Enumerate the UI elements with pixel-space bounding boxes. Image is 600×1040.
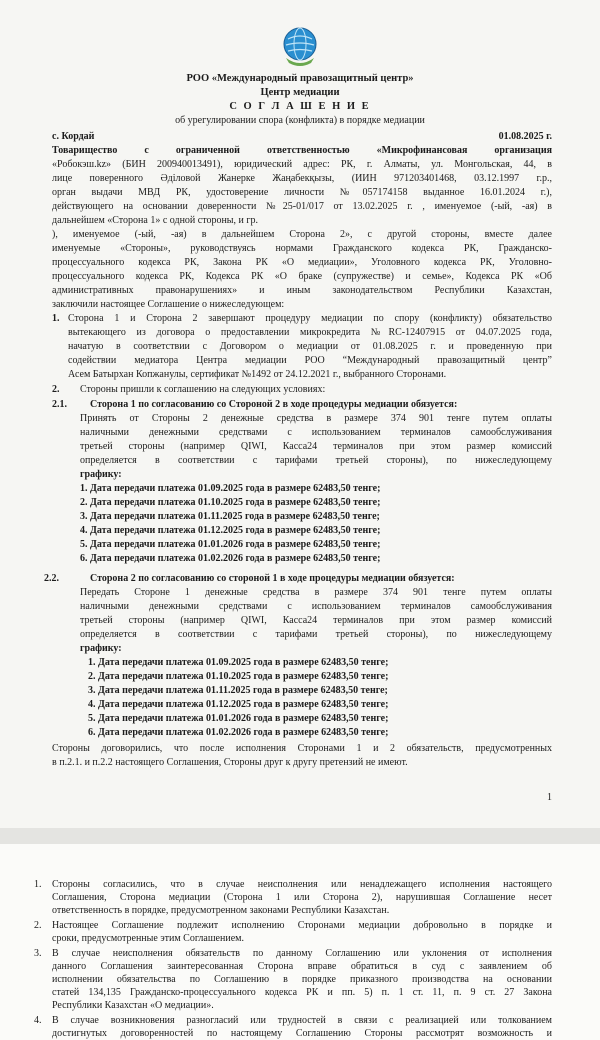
page2-line: данного Соглашения заинтересованная Сторона вправе обратиться в суд с заявлением об (52, 961, 552, 972)
intro-line: лице поверенного Әділовой Жанерке Жаңабекқызы, (ИИН 971203401468, 03.12.1997 г.р., (52, 173, 552, 184)
page2-line: Настоящее Соглашение подлежит исполнению Сторонами медиации добровольно в порядке и (52, 920, 552, 931)
payment-row: 4. Дата передачи платежа 01.12.2025 года в размере 62483,50 тенге; (88, 699, 389, 710)
payment-row: 6. Дата передачи платежа 01.02.2026 года в размере 62483,50 тенге; (88, 727, 389, 738)
intro-line: дальнейшем «Сторона 1» с одной стороны, и гр. (52, 215, 258, 226)
clause-number: 2. (52, 384, 60, 395)
page2-line: достигнутых договоренностей по настоящему Соглашению Стороны рассмотрят возможность и (52, 1028, 552, 1039)
page2-line: ответственность в порядке, предусмотренном законами Республики Казахстан. (52, 905, 390, 916)
document-page-2 (0, 844, 600, 1040)
clause22-line: наличными денежными средствами с использованием терминалов самообслуживания (80, 601, 552, 612)
clause-number: 2. (34, 920, 42, 931)
clause-number: 3. (34, 948, 42, 959)
clause21-line: третьей стороны (например QIWI, Касса24 терминалов при этом размер комиссий (80, 441, 552, 452)
clause22-line: Передать Стороне 1 денежные средства в размере 374 901 тенге путем оплаты (80, 587, 552, 598)
intro-line: административных правонарушениях» и иным законодательством Республики Казахстан, (52, 285, 552, 296)
intro-line: действующего на основании доверенности №25-01/017 от 13.02.2025 г. , именуемое (-ый, -ая) в (52, 201, 552, 212)
intro-line: орган выдачи МВД РК, удостоверение личности №057174158 выданное 16.01.2024 г.), (52, 187, 552, 198)
page2-line: Соглашения, Сторона медиации (Сторона 1 или Сторона 2), нарушившая Соглашение несет (52, 892, 552, 903)
date: 01.08.2025 г. (498, 131, 552, 142)
clause21-line: определяется в соответствии с тарифами третьей стороны), по нижеследующему (80, 455, 552, 466)
document-title: С О Г Л А Ш Е Н И Е (229, 101, 371, 112)
page2-line: В случае неисполнения обязательств по данному Соглашению или уклонения от исполнения (52, 948, 552, 959)
page2-line: статей 134,135 Гражданско-процессуального кодекса РК и пп. 5) п. 1 ст. 11, п. 9 ст. 27 Закона (52, 987, 552, 998)
clause-number: 1. (34, 879, 42, 890)
payment-row: 3. Дата передачи платежа 01.11.2025 года в размере 62483,50 тенге; (80, 511, 380, 522)
payment-row: 4. Дата передачи платежа 01.12.2025 года в размере 62483,50 тенге; (80, 525, 381, 536)
intro-line: процессуального кодекса РК, Кодекса РК «О браке (супружестве) и семье», Кодекса РК «Об (52, 271, 552, 282)
intro-line: именуемые «Стороны», руководствуясь нормами Гражданского кодекса РК, Гражданско- (52, 243, 552, 254)
clause21-line: наличными денежными средствами с использованием терминалов самообслуживания (80, 427, 552, 438)
center-name: Центр медиации (260, 87, 340, 98)
place: с. Кордай (52, 131, 95, 142)
document-subtitle: об урегулировании спора (конфликта) в порядке медиации (175, 115, 425, 126)
globe-logo-icon (278, 24, 322, 68)
intro-line: Товарищество с ограниченной ответственностью «Микрофинансовая организация (52, 145, 552, 156)
clause1-line: начатую в соответствии с Договором о медиации от 01.08.2025 г. и проведенную при (68, 341, 552, 352)
payment-row: 3. Дата передачи платежа 01.11.2025 года в размере 62483,50 тенге; (88, 685, 388, 696)
payment-row: 2. Дата передачи платежа 01.10.2025 года в размере 62483,50 тенге; (80, 497, 381, 508)
intro-line: заключили настоящее Соглашение о нижеследующем: (52, 299, 285, 310)
intro-line: «Робокэш.kz» (БИН 200940013491), юридический адрес: РК, г. Алматы, ул. Монгольская, 44, в (52, 159, 552, 170)
clause1-line: вытекающего из договора о предоставлении микрокредита №RC-12407915 от 04.07.2025 года, (68, 327, 552, 338)
clause21-line: Принять от Стороны 2 денежные средства в размере 374 901 тенге путем оплаты (80, 413, 552, 424)
clause21-heading: Сторона 1 по согласованию со Стороной 2 в ходе процедуры медиации обязуется: (90, 399, 458, 410)
page-gap (0, 828, 600, 844)
page2-line: В случае возникновения разногласий или трудностей в связи с реализацией или толкованием (52, 1015, 552, 1026)
page2-line: Стороны согласились, что в случае неисполнения или ненадлежащего исполнения настоящего (52, 879, 552, 890)
page-number: 1 (547, 792, 552, 803)
intro-line: процессуального кодекса РК, Закона РК «О медиации», Уголовного кодекса РК, Уголовно- (52, 257, 552, 268)
page2-line: сроки, предусмотренные этим Соглашением. (52, 933, 244, 944)
payment-row: 5. Дата передачи платежа 01.01.2026 года в размере 62483,50 тенге; (80, 539, 381, 550)
org-name: РОО «Международный правозащитный центр» (186, 73, 414, 84)
page2-line: исполнении обязательства по Соглашению в порядке приказного производства на основании (52, 974, 552, 985)
closing-line: в п.2.1. и п.2.2 настоящего Соглашения, Стороны друг к другу претензий не имеют. (52, 757, 408, 768)
clause-number: 2.1. (52, 399, 67, 410)
payment-row: 1. Дата передачи платежа 01.09.2025 года в размере 62483,50 тенге; (88, 657, 389, 668)
clause21-line: графику: (80, 469, 122, 480)
payment-row: 1. Дата передачи платежа 01.09.2025 года в размере 62483,50 тенге; (80, 483, 381, 494)
clause22-heading: Сторона 2 по согласованию со стороной 1 в ходе процедуры медиации обязуется: (90, 573, 455, 584)
clause22-line: графику: (80, 643, 122, 654)
closing-line: Стороны договорились, что после исполнения Сторонами 1 и 2 обязательств, предусмотренных (52, 743, 552, 754)
payment-row: 6. Дата передачи платежа 01.02.2026 года в размере 62483,50 тенге; (80, 553, 381, 564)
clause22-line: третьей стороны (например QIWI, Касса24 терминалов при этом размер комиссий (80, 615, 552, 626)
clause1-line: Сторона 1 и Сторона 2 завершают процедуру медиации по спору (конфликту) обязательство (68, 313, 552, 324)
clause1-line: содействии медиатора Центра медиации РОО “Международный правозащитный центр” (68, 355, 552, 366)
clause-number: 4. (34, 1015, 42, 1026)
page2-line: Республики Казахстан «О медиации». (52, 1000, 214, 1011)
payment-row: 2. Дата передачи платежа 01.10.2025 года в размере 62483,50 тенге; (88, 671, 389, 682)
clause-number: 2.2. (44, 573, 59, 584)
clause2-text: Стороны пришли к соглашению на следующих условиях: (80, 384, 326, 395)
clause1-line: Асем Батырхан Копжанулы, сертификат №1492 от 24.12.2021 г., выбранного Сторонами. (68, 369, 447, 380)
intro-line: ), именуемое (-ый, -ая) в дальнейшем Сторона 2», с другой стороны, вместе далее (52, 229, 552, 240)
clause-number: 1. (52, 313, 60, 324)
clause22-line: определяется в соответствии с тарифами третьей стороны), по нижеследующему (80, 629, 552, 640)
payment-row: 5. Дата передачи платежа 01.01.2026 года в размере 62483,50 тенге; (88, 713, 389, 724)
